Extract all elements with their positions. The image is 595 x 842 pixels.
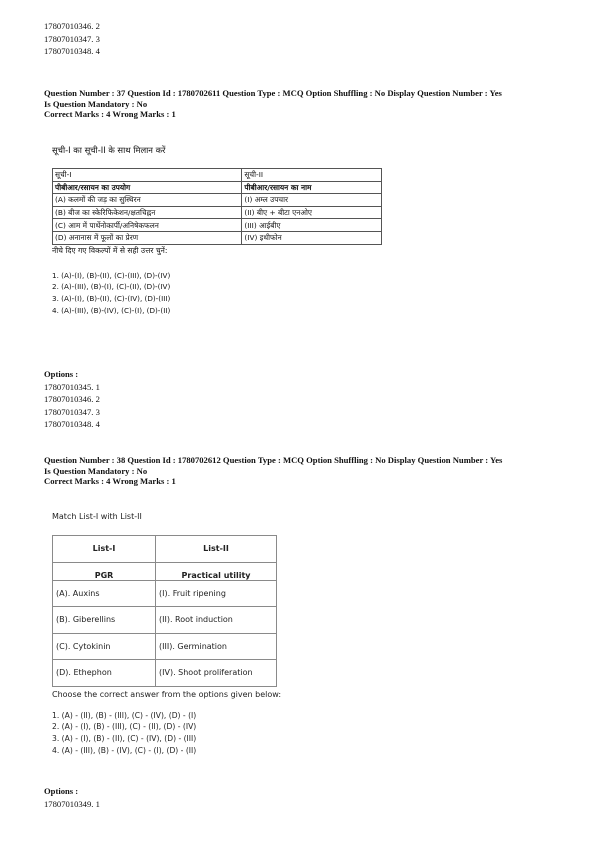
q38-question-body	[52, 512, 352, 756]
table-cell: (IV) इथीफोन	[242, 231, 382, 244]
table-row	[53, 607, 277, 634]
q37-marks: Correct Marks : 4 Wrong Marks : 1	[44, 109, 176, 120]
q37-match-table	[52, 168, 382, 245]
table-row	[53, 562, 277, 580]
q38-match-table	[52, 535, 277, 687]
q38-prompt: Match List-I with List-II	[52, 512, 142, 521]
q37-question-body	[52, 145, 382, 316]
table-cell: (I) अम्ल उपचार	[242, 194, 382, 207]
q38-header-line2: Is Question Mandatory : No	[44, 465, 148, 476]
table-row	[53, 580, 277, 607]
option-line: 17807010346. 2	[44, 394, 100, 405]
table-head-left: List-I	[53, 536, 156, 563]
table-sub-right: पीबीआर/रसायन का नाम	[242, 181, 382, 194]
table-cell: (C) आम में पार्थेनोकार्पी/अनिषेकफलन	[53, 219, 242, 232]
table-sub-right: Practical utility	[156, 562, 277, 580]
table-head-left: सूची-I	[53, 169, 242, 182]
q38-marks: Correct Marks : 4 Wrong Marks : 1	[44, 476, 176, 487]
option-line: 17807010347. 3	[44, 406, 100, 417]
q37-instruction: नीचे दिए गए विकल्पों में से सही उत्तर चुनें:	[52, 245, 168, 255]
options-label: Options :	[44, 369, 79, 379]
option-line: 17807010349. 1	[44, 798, 100, 809]
table-row	[53, 633, 277, 660]
table-sub-left: पीबीआर/रसायन का उपयोग	[53, 181, 242, 194]
table-cell: (B) बीज का स्केरिफिकेशन/क्षतचिह्नन	[53, 206, 242, 219]
choice-item: 2. (A)-(III), (B)-(I), (C)-(II), (D)-(IV)	[52, 282, 171, 292]
table-cell: (A) कलमों की जड़ का सुस्थिरन	[53, 194, 242, 207]
table-cell: (I). Fruit ripening	[156, 580, 277, 607]
table-head-right: List-II	[156, 536, 277, 563]
table-row	[53, 219, 382, 232]
table-row	[53, 206, 382, 219]
table-row	[53, 194, 382, 207]
table-cell: (III). Germination	[156, 633, 277, 660]
q37-header-line2: Is Question Mandatory : No	[44, 98, 148, 109]
q38-options	[44, 785, 100, 810]
q37-prompt: सूची-I का सूची-II के साथ मिलान करें	[52, 145, 166, 155]
table-row	[53, 536, 277, 563]
q38-header	[44, 455, 502, 487]
q37-header-line1: Question Number : 37 Question Id : 1780702611 Question Type : MCQ Option Shuffling : No Display Question Number : Yes	[44, 88, 502, 98]
table-row	[53, 660, 277, 687]
q38-choices	[52, 710, 352, 757]
choice-item: 1. (A)-(I), (B)-(II), (C)-(III), (D)-(IV)	[52, 270, 171, 280]
q37-choices	[52, 270, 382, 317]
table-cell: (D) अनानास में फूलों का प्रेरण	[53, 231, 242, 244]
table-cell: (D). Ethephon	[53, 660, 156, 687]
table-cell: (C). Cytokinin	[53, 633, 156, 660]
table-cell: (II). Root induction	[156, 607, 277, 634]
option-line: 17807010348. 4	[44, 46, 100, 57]
choice-item: 4. (A) - (III), (B) - (IV), (C) - (I), (D) - (II)	[52, 745, 197, 755]
choice-item: 2. (A) - (I), (B) - (III), (C) - (II), (D) - (IV)	[52, 722, 197, 732]
table-cell: (IV). Shoot proliferation	[156, 660, 277, 687]
table-cell: (II) बीए + बीटा एनओए	[242, 206, 382, 219]
q38-instruction: Choose the correct answer from the options given below:	[52, 689, 282, 699]
table-cell: (III) आईबीए	[242, 219, 382, 232]
options-label: Options :	[44, 786, 79, 796]
table-row	[53, 169, 382, 182]
option-line: 17807010348. 4	[44, 419, 100, 430]
table-row	[53, 181, 382, 194]
table-sub-left: PGR	[53, 562, 156, 580]
choice-item: 4. (A)-(III), (B)-(IV), (C)-(I), (D)-(II)	[52, 305, 171, 315]
table-row	[53, 231, 382, 244]
table-cell: (A). Auxins	[53, 580, 156, 607]
option-line: 17807010345. 1	[44, 381, 100, 392]
option-line: 17807010346. 2	[44, 21, 100, 31]
choice-item: 3. (A)-(I), (B)-(II), (C)-(IV), (D)-(III)	[52, 293, 171, 303]
q37-options	[44, 368, 100, 431]
q37-header	[44, 88, 502, 120]
table-head-right: सूची-II	[242, 169, 382, 182]
q38-header-line1: Question Number : 38 Question Id : 1780702612 Question Type : MCQ Option Shuffling : No Display Question Number : Yes	[44, 455, 503, 465]
table-cell: (B). Giberellins	[53, 607, 156, 634]
choice-item: 3. (A) - (I), (B) - (II), (C) - (IV), (D) - (III)	[52, 733, 197, 743]
choice-item: 1. (A) - (II), (B) - (III), (C) - (IV), (D) - (I)	[52, 710, 197, 720]
top-options	[44, 20, 100, 58]
option-line: 17807010347. 3	[44, 33, 100, 44]
